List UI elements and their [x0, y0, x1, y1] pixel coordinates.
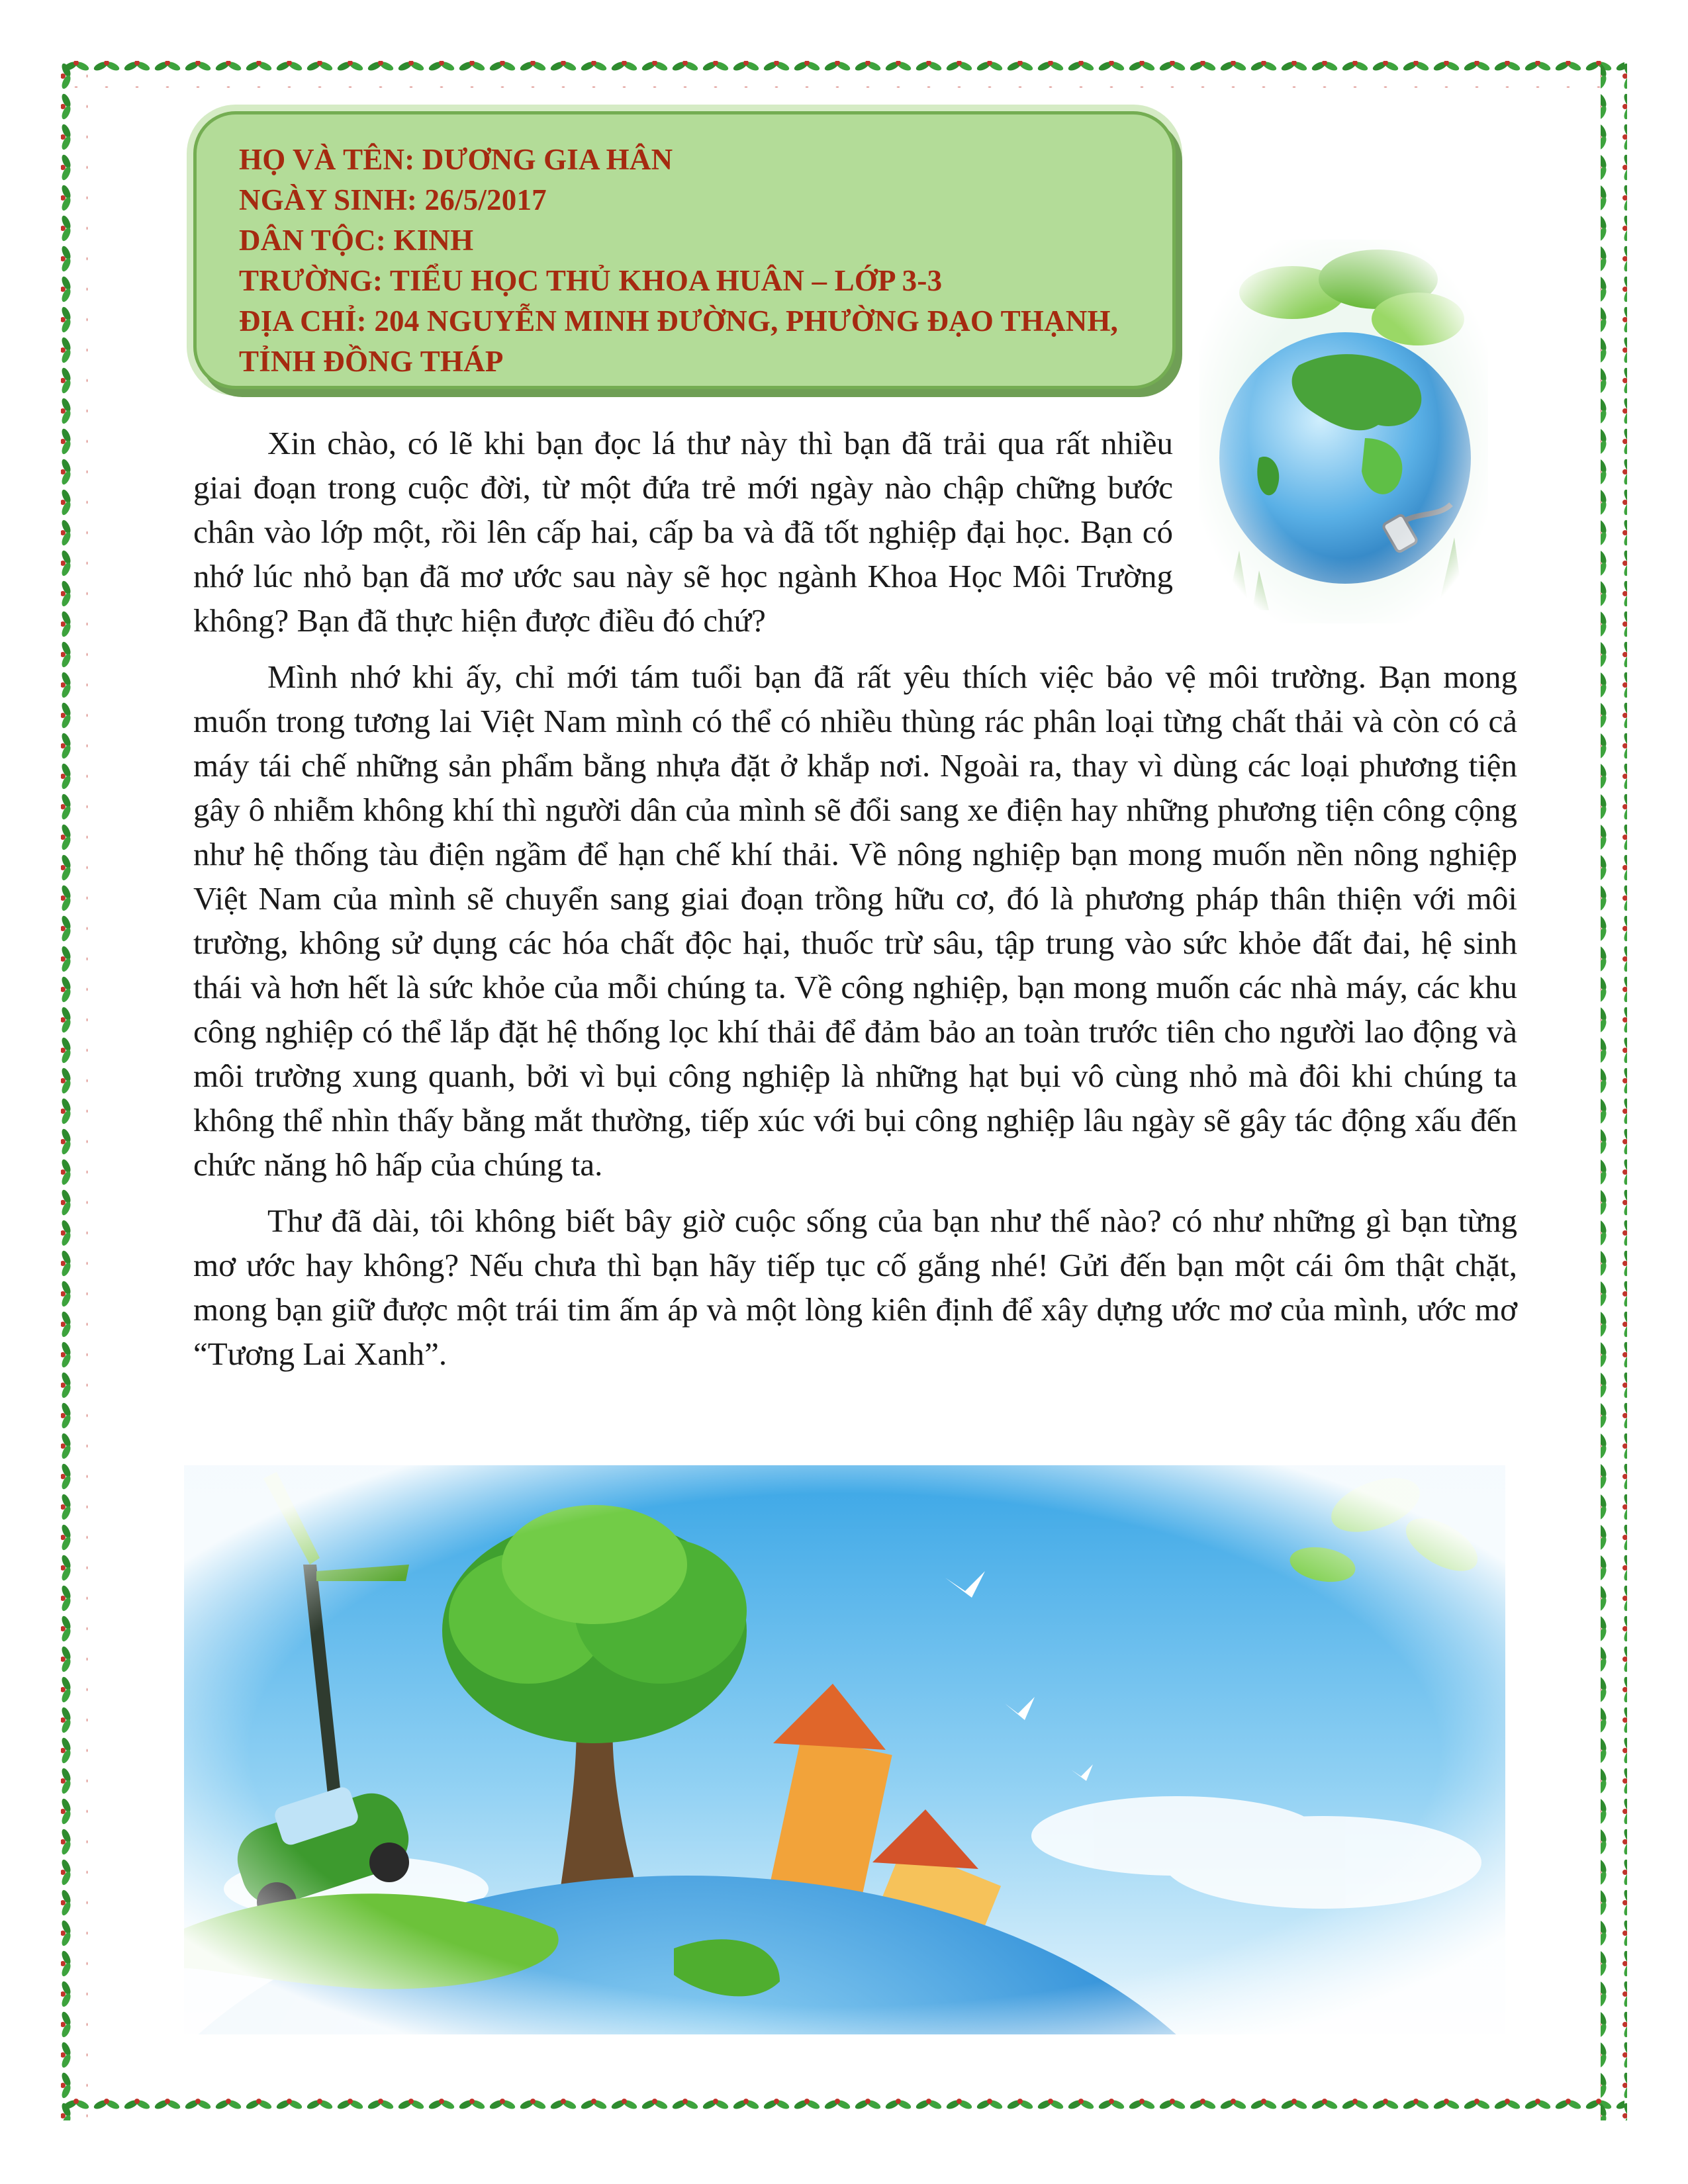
border-bottom — [64, 2097, 1624, 2123]
letter-paragraph-1: Xin chào, có lẽ khi bạn đọc lá thư này thì bạn đã trải qua rất nhiều giai đoạn trong cuộc đời, từ một đứa trẻ mới ngày nào chập chững bước chân vào lớp một, rồi lên cấp hai, cấp ba và đã tốt nghiệp đại học. Bạn có nhớ lúc nhỏ bạn đã mơ ước sau này sẽ học ngành Khoa Học Môi Trường không? Bạn đã thực hiện được điều đó chứ? — [193, 425, 1173, 639]
letter-paragraph-3: Thư đã dài, tôi không biết bây giờ cuộc sống của bạn như thế nào? có như những gì bạn từng mơ ước hay không? Nếu chưa thì bạn hãy tiếp tục cố gắng nhé! Gửi đến bạn một cái ôm thật chặt, mong bạn giữ được một trái tim ấm áp và một lòng kiên định để xây dựng ước mơ của mình, ước mơ “Tương Lai Xanh”. — [193, 1203, 1517, 1372]
ethnicity-line: DÂN TỘC: KINH — [239, 224, 474, 257]
address-line-1: ĐỊA CHỈ: 204 NGUYỄN MINH ĐƯỜNG, PHƯỜNG ĐẠO THẠNH, — [239, 304, 1119, 338]
green-future-illustration — [184, 1465, 1505, 2034]
letter-paragraph-2: Mình nhớ khi ấy, chỉ mới tám tuổi bạn đã rất yêu thích việc bảo vệ môi trường. Bạn mong muốn trong tương lai Việt Nam mình có thể có nhiều thùng rác phân loại từng chất thải và còn có cả máy tái chế những sản phẩm bằng nhựa đặt ở khắp nơi. Ngoài ra, thay vì dùng các loại phương tiện gây ô nhiễm không khí thì người dân của mình sẽ đổi sang xe điện hay những phương tiện công cộng như hệ thống tàu điện ngầm để hạn chế khí thải. Về nông nghiệp bạn mong muốn nền nông nghiệp Việt Nam của mình sẽ chuyển sang giai đoạn trồng hữu cơ, đó là phương pháp thân thiện với môi trường, không sử dụng các hóa chất độc hại, thuốc trừ sâu, tập trung vào sức khỏe đất đai, hệ sinh thái và hơn hết là sức khỏe của mỗi chúng ta. Về công nghiệp, bạn mong muốn các nhà máy, các khu công nghiệp có thể lắp đặt hệ thống lọc khí thải để đảm bảo an toàn trước tiên cho người lao động và môi trường xung quanh, bởi vì bụi công nghiệp là những hạt bụi vô cùng nhỏ mà đôi khi chúng ta không thể nhìn thấy bằng mắt thường, tiếp xúc với bụi công nghiệp lâu ngày sẽ gây tác động xấu đến chức năng hô hấp của chúng ta. — [193, 659, 1517, 1183]
school-line: TRƯỜNG: TIỂU HỌC THỦ KHOA HUÂN – LỚP 3-3 — [239, 264, 943, 297]
birth-date-line: NGÀY SINH: 26/5/2017 — [239, 183, 547, 216]
border-right — [1601, 64, 1627, 2120]
letter-body — [193, 421, 1517, 1376]
name-line: HỌ VÀ TÊN: DƯƠNG GIA HÂN — [239, 143, 673, 176]
address-line-2: TỈNH ĐỒNG THÁP — [239, 345, 504, 378]
border-top — [64, 61, 1624, 87]
globe-illustration — [1199, 240, 1488, 623]
border-left — [61, 64, 87, 2120]
student-info-box — [193, 111, 1176, 389]
